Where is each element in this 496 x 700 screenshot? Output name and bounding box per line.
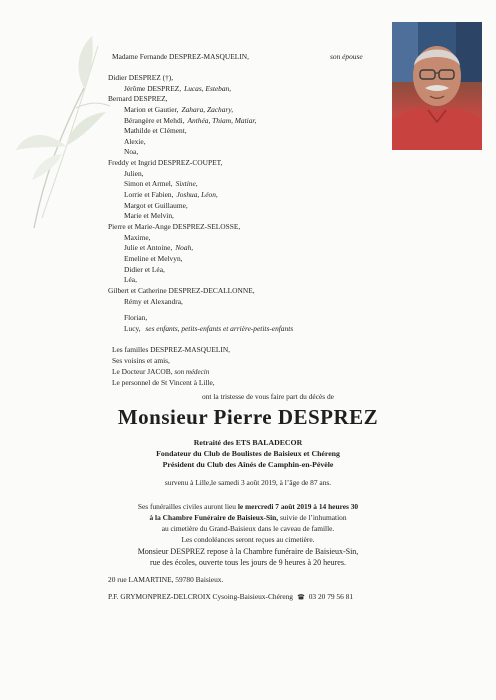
family-member-name: Freddy et Ingrid DESPREZ-COUPET, — [108, 158, 223, 167]
spouse-name: Madame Fernande DESPREZ-MASQUELIN, — [112, 52, 249, 61]
family-member-line — [124, 211, 174, 221]
family-member-name: Rémy et Alexandra, — [124, 297, 183, 306]
family-member-name: Didier DESPREZ (†), — [108, 73, 174, 82]
family-member-name: Léa, — [124, 275, 137, 284]
rest-line-2: rue des écoles, ouverte tous les jours de 9 heures à 20 heures. — [150, 558, 346, 567]
family-member-name: Bérangère et Mehdi, — [124, 116, 185, 125]
title-line: Président du Club des Aînés de Camphin-en-Pévèle — [162, 460, 334, 469]
family-member-children: Joshua, Léon, — [176, 190, 218, 199]
family-member-name: Margot et Guillaume, — [124, 201, 188, 210]
family-member-line — [124, 265, 165, 275]
family-member-line — [124, 84, 231, 94]
family-member-line — [124, 137, 146, 147]
family-member-name: Maxime, — [124, 233, 151, 242]
family-member-line — [124, 275, 137, 285]
family-member-name: Marion et Gautier, — [124, 105, 179, 114]
family-member-line — [108, 222, 240, 232]
rest-line-1: Monsieur DESPREZ repose à la Chambre funéraire de Baisieux-Sin, — [137, 547, 359, 556]
funeral-line-1 — [0, 502, 496, 512]
family-member-name: Julien, — [124, 169, 144, 178]
family-member-children: Zahara, Zachary, — [181, 105, 234, 114]
family-member-line — [124, 313, 147, 323]
family-member-children: Sixtine, — [175, 179, 198, 188]
spouse-role: son épouse — [330, 52, 363, 61]
family-member-name: Pierre et Marie-Ange DESPREZ-SELOSSE, — [108, 222, 241, 231]
announcement: ont la tristesse de vous faire part du décès de — [202, 392, 334, 401]
family-member-line — [124, 126, 187, 136]
funeral-line-4: Les condoléances seront reçues au cimetière. — [181, 535, 315, 544]
family-member-children: Lucas, Esteban, — [184, 84, 232, 93]
lily-flower-icon — [14, 28, 112, 228]
family-member-line — [108, 73, 173, 83]
family-member-line — [124, 297, 183, 307]
other-mourner: Le personnel de St Vincent à Lille, — [112, 378, 215, 387]
title-line: Retraité des ETS BALADECOR — [193, 438, 303, 447]
family-member-name: Gilbert et Catherine DESPREZ-DECALLONNE, — [108, 286, 255, 295]
family-member-line — [124, 324, 293, 334]
other-mourner-role: son médecin — [174, 368, 210, 376]
family-member-name: Lucy, — [124, 324, 141, 333]
other-mourner-name: Le Docteur JACOB, — [112, 367, 173, 376]
family-member-name: Julie et Antoine, — [124, 243, 173, 252]
family-member-children: Noah, — [175, 243, 194, 252]
family-member-name: Didier et Léa, — [124, 265, 165, 274]
family-member-name: Simon et Armel, — [124, 179, 173, 188]
funeral-text: Ses funérailles civiles auront lieu — [137, 502, 238, 511]
family-member-line — [108, 158, 222, 168]
family-member-children: ses enfants, petits-enfants et arrière-petits-enfants — [143, 324, 294, 333]
family-member-line — [124, 233, 150, 243]
phone-number: 03 20 79 56 81 — [308, 592, 354, 601]
family-member-line — [124, 243, 193, 253]
family-member-line — [124, 254, 183, 264]
spouse-line — [112, 52, 249, 62]
other-mourner: Les familles DESPREZ-MASQUELIN, — [112, 345, 231, 354]
deceased-name: Monsieur Pierre DESPREZ — [117, 405, 379, 429]
title-line: Fondateur du Club de Boulistes de Baisieux et Chéreng — [156, 449, 340, 458]
family-member-line — [124, 169, 144, 179]
family-member-line — [124, 201, 188, 211]
funeral-text: suivie de l’inhumation — [278, 513, 347, 522]
family-member-line — [124, 190, 218, 200]
funeral-home — [108, 592, 353, 602]
family-member-line — [124, 147, 138, 157]
family-member-name: Marie et Melvin, — [124, 211, 174, 220]
portrait-photo — [392, 22, 482, 150]
family-member-line — [124, 116, 256, 126]
family-member-children: Anthéa, Thiam, Matiar, — [187, 116, 257, 125]
family-member-name: Bernard DESPREZ, — [108, 94, 168, 103]
family-member-line — [108, 94, 168, 104]
family-member-line — [124, 105, 233, 115]
family-member-line — [108, 286, 255, 296]
family-member-name: Lorrie et Fabien, — [124, 190, 174, 199]
funeral-line-3: au cimetière du Grand-Baisieux dans le caveau de famille. — [161, 524, 335, 533]
family-member-name: Alexie, — [124, 137, 146, 146]
other-mourner: Ses voisins et amis, — [112, 356, 170, 365]
family-member-name: Mathilde et Clément, — [124, 126, 187, 135]
family-member-name: Florian, — [124, 313, 148, 322]
address: 20 rue LAMARTINE, 59780 Baisieux. — [108, 575, 224, 584]
family-member-name: Noa, — [124, 147, 139, 156]
funeral-home-name: P.F. GRYMONPREZ-DELCROIX Cysoing-Baisieux-Chéreng — [108, 592, 293, 601]
family-member-line — [124, 179, 198, 189]
funeral-line-2 — [0, 513, 496, 523]
funeral-date: le mercredi 7 août 2019 à 14 heures 30 — [237, 502, 359, 511]
funeral-place: à la Chambre Funéraire de Baisieux-Sin, — [149, 513, 279, 522]
family-member-name: Jérôme DESPREZ, — [124, 84, 182, 93]
family-member-name: Emeline et Melvyn, — [124, 254, 183, 263]
phone-icon — [297, 593, 305, 600]
other-mourner — [112, 367, 209, 377]
death-notice: survenu à Lille,le samedi 3 août 2019, à l’âge de 87 ans. — [164, 478, 332, 487]
